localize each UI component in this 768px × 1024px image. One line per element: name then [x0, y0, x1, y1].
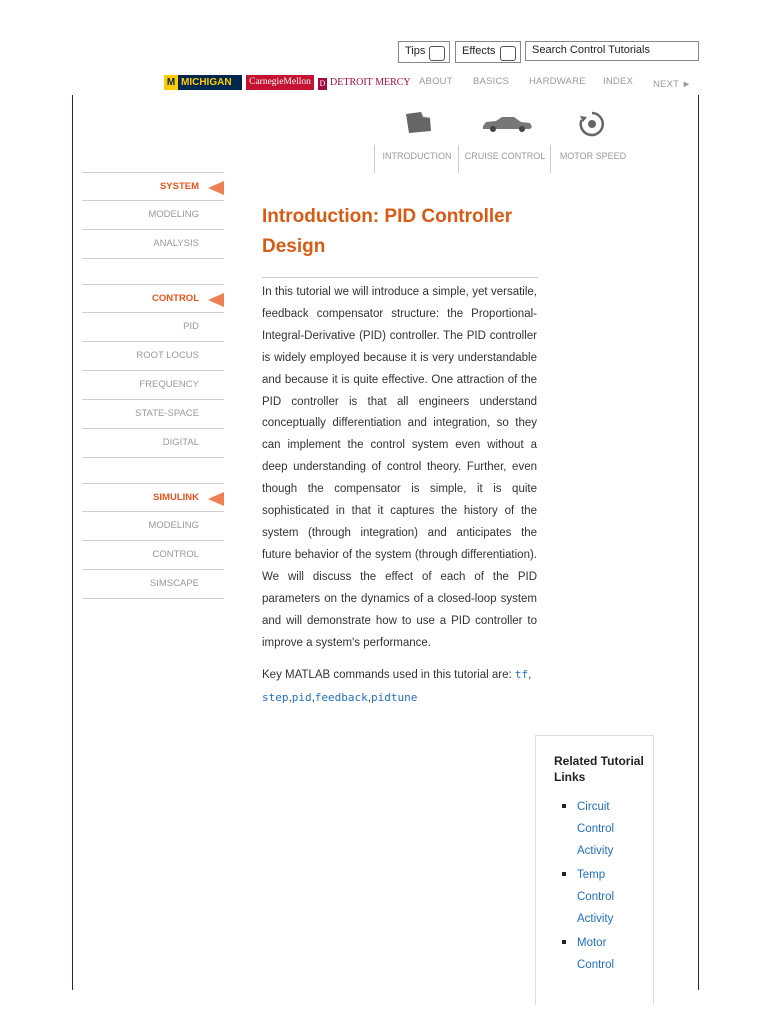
- sidebar-head-label: CONTROL: [152, 293, 199, 304]
- sidebar-head-label: SIMULINK: [153, 492, 199, 503]
- michigan-text: MICHIGAN: [181, 77, 232, 88]
- sidebar-head-label: SYSTEM: [159, 181, 199, 192]
- bullet-icon: [562, 804, 566, 808]
- list-item: [554, 864, 637, 930]
- command-link-tf[interactable]: tf: [514, 668, 529, 681]
- nav-index[interactable]: INDEX: [603, 76, 634, 87]
- nav-next[interactable]: NEXT ►: [653, 79, 692, 90]
- title-divider: [262, 277, 538, 278]
- arrow-left-icon: [208, 293, 224, 307]
- sidebar-item-analysis[interactable]: ANALYSIS: [82, 230, 224, 259]
- udm-text: DETROIT MERCY: [330, 77, 411, 88]
- sidebar-item-state-space[interactable]: STATE-SPACE: [82, 400, 224, 429]
- section-divider: [374, 145, 375, 173]
- sidebar-head-simulink[interactable]: [82, 483, 224, 512]
- related-link-temp[interactable]: Temp Control Activity: [577, 869, 615, 925]
- sidebar-item-frequency[interactable]: FREQUENCY: [82, 371, 224, 400]
- cmu-logo[interactable]: [246, 75, 314, 90]
- related-links-panel: [535, 735, 654, 1005]
- related-title: Related Tutorial Links: [554, 754, 644, 784]
- motor-icon[interactable]: [578, 110, 606, 143]
- list-item: [554, 932, 637, 976]
- bullet-icon: [562, 872, 566, 876]
- effects-toggle[interactable]: [455, 41, 521, 63]
- tab-cruise-control[interactable]: CRUISE CONTROL: [464, 151, 546, 161]
- frame-right-line: [698, 95, 699, 990]
- michigan-logo[interactable]: [164, 75, 242, 90]
- sidebar-item-modeling[interactable]: MODELING: [82, 201, 224, 230]
- related-link-motor[interactable]: Motor Control: [577, 937, 615, 971]
- car-icon[interactable]: [480, 114, 534, 137]
- command-link-step[interactable]: step: [262, 690, 289, 704]
- nav-basics[interactable]: BASICS: [473, 76, 510, 87]
- section-divider: [458, 145, 459, 173]
- search-input-value: Search Control Tutorials: [532, 44, 650, 56]
- tips-label: Tips: [405, 45, 426, 57]
- sidebar-head-system[interactable]: [82, 172, 224, 201]
- sidebar-item-pid[interactable]: PID: [82, 313, 224, 342]
- list-item: [554, 796, 637, 862]
- page-title: Introduction: PID Controller Design: [262, 206, 513, 257]
- effects-label: Effects: [462, 45, 496, 57]
- nav-about[interactable]: ABOUT: [419, 76, 453, 87]
- key-commands-intro: Key MATLAB commands used in this tutorial are:: [262, 669, 512, 681]
- cmu-text: CarnegieMellon: [249, 77, 311, 87]
- related-list: [554, 796, 637, 978]
- sidebar-item-simulink-modeling[interactable]: MODELING: [82, 512, 224, 541]
- section-divider: [550, 145, 551, 173]
- sidebar-item-digital[interactable]: DIGITAL: [82, 429, 224, 458]
- introduction-icon[interactable]: [404, 111, 434, 140]
- frame-left-line: [72, 95, 73, 990]
- sidebar-item-simulink-control[interactable]: CONTROL: [82, 541, 224, 570]
- command-link-feedback[interactable]: feedback: [314, 690, 368, 704]
- command-link-pid[interactable]: pid: [291, 690, 312, 704]
- arrow-left-icon: [208, 492, 224, 506]
- sidebar-item-simscape[interactable]: SIMSCAPE: [82, 570, 224, 599]
- michigan-mark: M: [164, 75, 178, 90]
- udm-logo[interactable]: [318, 76, 411, 90]
- key-commands: Key MATLAB commands used in this tutorial are: tf, step,pid,feedback,pidtune: [262, 668, 532, 704]
- sidebar-item-root-locus[interactable]: ROOT LOCUS: [82, 342, 224, 371]
- arrow-left-icon: [208, 181, 224, 195]
- udm-mark: D: [319, 79, 326, 88]
- intro-paragraph: In this tutorial we will introduce a simple, yet versatile, feedback compensator structure: the Proportional-Integral-Derivative (PID) controller. The PID controller is widely employed because it is very understandable and because it is quite effective. One attraction of the PID controller is that all engineers understand conceptually differentiation and integration, so they can implement the control system even without a deep understanding of control theory. Further, even though the compensator is simple, it is quite sophisticated in that it captures the history of the system (through integration) and anticipates the future behavior of the system (through differentiation). We will discuss the effect of each of the PID parameters on the dynamics of a closed-loop system and will demonstrate how to use a PID controller to improve a system's performance.: [262, 286, 537, 649]
- sidebar-head-control[interactable]: [82, 284, 224, 313]
- tips-toggle[interactable]: [398, 41, 450, 63]
- command-link-pidtune[interactable]: pidtune: [370, 690, 418, 704]
- nav-hardware[interactable]: HARDWARE: [529, 76, 586, 87]
- bullet-icon: [562, 940, 566, 944]
- tab-motor-speed[interactable]: MOTOR SPEED: [559, 151, 627, 161]
- related-link-circuit[interactable]: Circuit Control Activity: [577, 801, 615, 857]
- tips-checkbox[interactable]: [429, 46, 445, 61]
- effects-checkbox[interactable]: [500, 46, 516, 61]
- search-input[interactable]: [525, 41, 699, 61]
- tab-introduction[interactable]: INTRODUCTION: [382, 151, 452, 161]
